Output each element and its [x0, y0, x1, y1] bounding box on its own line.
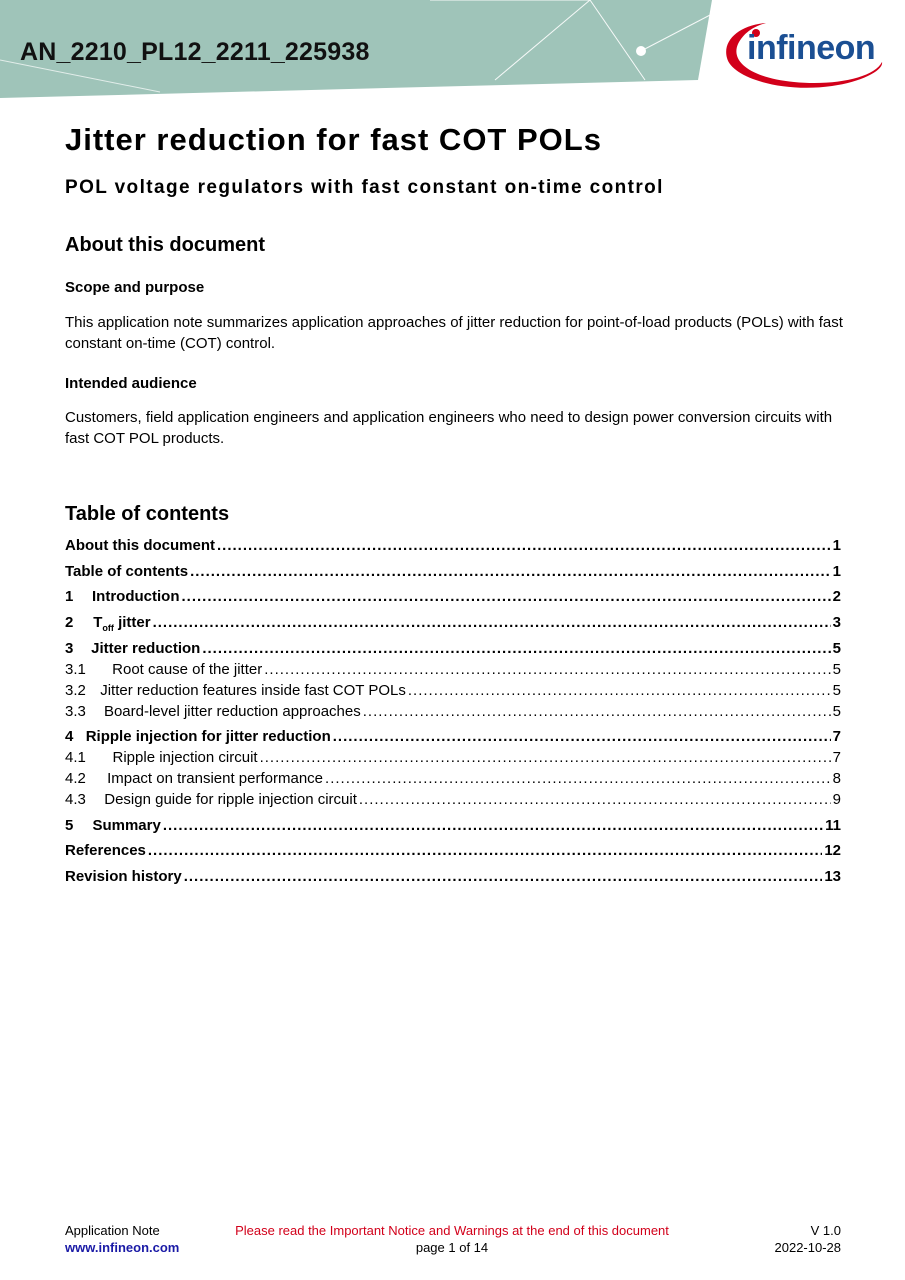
toc-dot-leader — [217, 537, 831, 554]
toc-entry-page: 5 — [832, 640, 841, 657]
toc-entry-title — [93, 614, 150, 633]
toc-entry-title: Impact on transient performance — [107, 770, 324, 787]
toc-entry[interactable] — [65, 537, 841, 554]
toc-dot-leader — [202, 640, 830, 657]
toc-entry[interactable] — [65, 749, 841, 766]
toc-entry-number: 4.3 — [65, 791, 86, 808]
toc-entry-page: 5 — [832, 661, 841, 678]
audience-paragraph: Customers, field application engineers and application engineers who need to design power conversion circuits with fast COT POL products. — [65, 409, 833, 447]
audience-heading: Intended audience — [65, 375, 197, 392]
toc-entry-title: Board-level jitter reduction approaches — [103, 703, 361, 720]
document-title: Jitter reduction for fast COT POLs — [65, 122, 602, 157]
toc-entry-page: 5 — [832, 703, 841, 720]
toc-entry-number: 1 — [65, 588, 74, 605]
toc-entry[interactable] — [65, 661, 841, 678]
toc-entry-title-text: jitter — [118, 614, 151, 631]
toc-dot-leader — [325, 770, 831, 787]
footer-version: V 1.0 — [810, 1223, 841, 1238]
footer-notice: Please read the Important Notice and Warnings at the end of this document — [235, 1223, 669, 1238]
toc-entry-title: About this document — [65, 537, 215, 554]
toc-entry-title: Revision history — [65, 868, 182, 885]
toc-entry-title: Summary — [92, 817, 161, 834]
toc-entry[interactable] — [65, 817, 841, 834]
toc-entry[interactable] — [65, 770, 841, 787]
toc-dot-leader — [408, 682, 831, 699]
toc-entry[interactable] — [65, 842, 841, 859]
toc-dot-leader — [182, 588, 831, 605]
toc-entry-page: 1 — [832, 537, 841, 554]
toc-entry[interactable] — [65, 640, 841, 657]
toc-dot-leader — [184, 868, 823, 885]
toc-entry-page: 1 — [832, 563, 841, 580]
toc-dot-leader — [190, 563, 831, 580]
document-id: AN_2210_PL12_2211_225938 — [20, 38, 370, 66]
toc-heading: Table of contents — [65, 503, 230, 525]
toc-entry[interactable] — [65, 614, 841, 633]
toc-entry-page: 7 — [832, 728, 841, 745]
toc-entry[interactable] — [65, 868, 841, 885]
toc-entry-page: 7 — [832, 749, 841, 766]
toc-entry-title: Table of contents — [65, 563, 189, 580]
toc-entry-number: 2 — [65, 614, 74, 631]
footer-date: 2022-10-28 — [774, 1240, 841, 1255]
toc-entry-title: Root cause of the jitter — [112, 661, 263, 678]
toc-entry-page: 9 — [832, 791, 841, 808]
document-subtitle: POL voltage regulators with fast constant on-time control — [65, 177, 664, 198]
toc-entry-title: References — [65, 842, 146, 859]
toc-dot-leader — [333, 728, 831, 745]
toc-dot-leader — [153, 614, 831, 631]
toc-entry-page: 11 — [825, 817, 841, 834]
toc-entry-title: Ripple injection circuit — [112, 749, 258, 766]
toc-entry-number: 3.2 — [65, 682, 86, 699]
toc-dot-leader — [359, 791, 831, 808]
logo-wordmark: infineon — [747, 29, 876, 67]
scope-heading: Scope and purpose — [65, 279, 205, 296]
toc-entry-page: 2 — [832, 588, 841, 605]
toc-entry-number: 4.2 — [65, 770, 86, 787]
about-heading: About this document — [65, 234, 265, 256]
toc-entry[interactable] — [65, 563, 841, 580]
toc-entry[interactable] — [65, 791, 841, 808]
toc-entry[interactable] — [65, 682, 841, 699]
footer-doc-type: Application Note — [65, 1223, 160, 1238]
toc-entry-page: 12 — [824, 842, 841, 859]
toc-entry-number: 4.1 — [65, 749, 86, 766]
scope-paragraph: This application note summarizes application approaches of jitter reduction for point-of-load products (POLs) with fast constant on-time (COT) control. — [65, 314, 843, 352]
toc-entry-number: 3 — [65, 640, 74, 657]
toc-entry-number: 3.3 — [65, 703, 86, 720]
toc-entry-title: Ripple injection for jitter reduction — [85, 728, 331, 745]
toc-dot-leader — [264, 661, 830, 678]
toc-entry-page: 8 — [832, 770, 841, 787]
toc-dot-leader — [260, 749, 831, 766]
toff-symbol: T — [93, 614, 103, 631]
toc-entry-number: 3.1 — [65, 661, 86, 678]
toc-entry-number: 5 — [65, 817, 74, 834]
toc-dot-leader — [163, 817, 823, 834]
toc-entry-title: Jitter reduction — [91, 640, 201, 657]
toc-entry-page: 5 — [832, 682, 841, 699]
footer-right — [775, 1222, 842, 1256]
footer-left — [65, 1222, 179, 1256]
footer-page-number: page 1 of 14 — [415, 1240, 489, 1255]
toc-dot-leader — [363, 703, 831, 720]
toc-entry-page: 3 — [832, 614, 841, 631]
toc-entry-title: Introduction — [92, 588, 180, 605]
toc-entry-number: 4 — [65, 728, 74, 745]
toc-entry-page: 13 — [824, 868, 841, 885]
toc-entry[interactable] — [65, 588, 841, 605]
toff-subscript: off — [102, 623, 114, 633]
toc-entry-title: Jitter reduction features inside fast COT POLs — [100, 682, 406, 699]
toc-dot-leader — [148, 842, 822, 859]
toc-entry[interactable] — [65, 703, 841, 720]
footer-center — [200, 1222, 704, 1256]
toc-entry[interactable] — [65, 728, 841, 745]
footer-website-link[interactable]: www.infineon.com — [65, 1240, 180, 1255]
toc-entry-title: Design guide for ripple injection circuit — [104, 791, 357, 808]
